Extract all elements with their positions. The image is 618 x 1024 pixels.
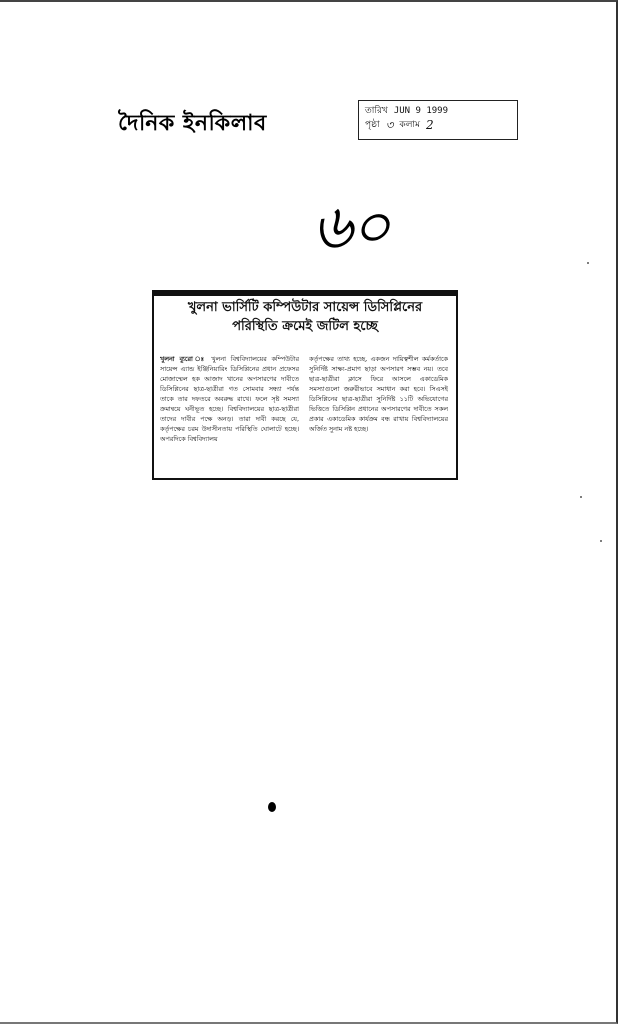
article-column-2	[309, 354, 448, 472]
stamp-column-value: 2	[426, 118, 434, 132]
article-clipping	[152, 290, 458, 480]
stamp-column-label: কলাম	[399, 120, 421, 130]
headline-line-1: খুলনা ভার্সিটি কম্পিউটার সায়েন্স ডিসিপ্লিনের	[187, 300, 423, 315]
headline-line-2: পরিস্থিতি ক্রমেই জটিল হচ্ছে	[232, 319, 378, 334]
newspaper-name: দৈনিক ইনকিলাব	[118, 110, 267, 136]
ink-dot	[268, 802, 276, 812]
scan-speck	[600, 540, 602, 542]
stamp-date-value: JUN 9 1999	[393, 106, 448, 116]
handwritten-number: ৬০	[312, 190, 389, 263]
clipping-top-rule	[154, 292, 456, 296]
scan-speck	[587, 262, 589, 264]
stamp-page-label: পৃষ্ঠা	[365, 120, 380, 130]
date-stamp	[358, 100, 518, 140]
article-column-1	[160, 354, 299, 472]
article-column-2-text: কর্তৃপক্ষের তাথ্য হচ্ছে, একজন দায়িত্বশীল কর্মকর্তাকে সুনির্দিষ্ট সাক্ষ্য-প্রমাণ ছাড়া অপসারণ সম্ভব নয়। তবে ছাত্র-ছাত্রীরা ক্লাসে ফিরে আসলে একাডেমিক সমস্যাগুলো জরুরীভাবে সমাধান করা হবে। সিএসই ডিসিপ্লিনের ছাত্র-ছাত্রীরা সুনির্দিষ্ট ১১টি অভিযোগের ভিত্তিতে ডিসিপ্লিন প্রধানের অপসারণের দাবীতে সকল প্রকার একাডেমিক কার্যক্রম বন্ধ রাখায় বিশ্ববিদ্যালয়ের অর্জিত সুনাম নষ্ট হচ্ছে।	[309, 355, 448, 433]
article-column-1-text: খুলনা বিশ্ববিদ্যালয়ের কম্পিউটার সায়েন্স এ্যান্ড ইঞ্জিনিয়ারিং ডিসিপ্লিনের প্রধান প্রফেসর মোজাম্মেল হক আজাদ খানের অপসারণের দাবীতে ডিসিপ্লিনের ছাত্র-ছাত্রীরা গত সোমবার সন্ধ্যা পর্যন্ত তাকে তার দফতরে অবরুদ্ধ রাখে। ফলে সৃষ্ট সমস্যা ক্রমান্বয়ে ঘনীভূত হচ্ছে। বিশ্ববিদ্যালয়ের ছাত্র-ছাত্রীরা তাদের দাবীর পক্ষে অনড়। তারা দাবী করছে যে, কর্তৃপক্ষের চরম উদাসীনতায় পরিস্থিতি ঘোলাটে হচ্ছে। অপরদিকে বিশ্ববিদ্যালয়	[160, 355, 299, 443]
article-byline: খুলনা ব্যুরো ঃ	[160, 355, 207, 363]
scan-speck	[580, 496, 582, 498]
article-headline	[160, 298, 450, 336]
stamp-date-label: তারিখ	[365, 106, 388, 116]
stamp-page-value: ৩	[385, 118, 394, 132]
article-body	[160, 354, 448, 472]
